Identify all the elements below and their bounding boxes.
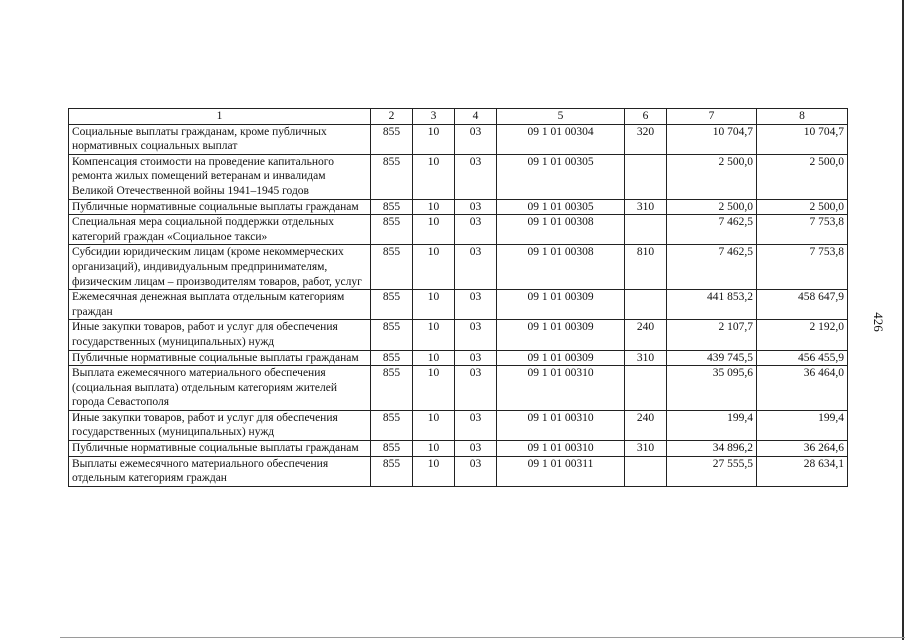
table-row [69, 215, 848, 245]
cell-name: Иные закупки товаров, работ и услуг для обеспечения государственных (муниципальных) нужд [69, 410, 371, 440]
cell-amount-year-1: 35 095,6 [667, 366, 757, 411]
cell-ministry-code: 855 [371, 154, 413, 199]
cell-subsection: 03 [455, 290, 497, 320]
cell-subsection: 03 [455, 124, 497, 154]
cell-expense-type: 240 [625, 320, 667, 350]
cell-target-article: 09 1 01 00308 [497, 245, 625, 290]
cell-expense-type [625, 154, 667, 199]
table-row [69, 350, 848, 366]
cell-expense-type [625, 456, 667, 486]
cell-ministry-code: 855 [371, 441, 413, 457]
cell-expense-type: 240 [625, 410, 667, 440]
cell-expense-type [625, 366, 667, 411]
cell-ministry-code: 855 [371, 245, 413, 290]
cell-name: Публичные нормативные социальные выплаты гражданам [69, 441, 371, 457]
cell-section: 10 [413, 199, 455, 215]
header-cell: 6 [625, 109, 667, 125]
cell-target-article: 09 1 01 00309 [497, 320, 625, 350]
cell-amount-year-2: 2 500,0 [757, 199, 848, 215]
cell-expense-type: 310 [625, 199, 667, 215]
cell-amount-year-1: 2 107,7 [667, 320, 757, 350]
cell-subsection: 03 [455, 350, 497, 366]
cell-amount-year-1: 34 896,2 [667, 441, 757, 457]
scan-border-right [902, 0, 904, 640]
scan-border-bottom [60, 637, 905, 638]
cell-ministry-code: 855 [371, 350, 413, 366]
header-cell: 7 [667, 109, 757, 125]
cell-amount-year-2: 458 647,9 [757, 290, 848, 320]
cell-target-article: 09 1 01 00304 [497, 124, 625, 154]
cell-amount-year-1: 10 704,7 [667, 124, 757, 154]
cell-name: Компенсация стоимости на проведение капитального ремонта жилых помещений ветеранам и инвалидам Великой Отечественной войны 1941–1945 годов [69, 154, 371, 199]
cell-section: 10 [413, 456, 455, 486]
cell-ministry-code: 855 [371, 410, 413, 440]
header-cell: 5 [497, 109, 625, 125]
cell-subsection: 03 [455, 456, 497, 486]
cell-amount-year-2: 10 704,7 [757, 124, 848, 154]
cell-target-article: 09 1 01 00310 [497, 441, 625, 457]
header-cell: 2 [371, 109, 413, 125]
cell-amount-year-1: 27 555,5 [667, 456, 757, 486]
table-row [69, 124, 848, 154]
cell-amount-year-2: 28 634,1 [757, 456, 848, 486]
cell-subsection: 03 [455, 410, 497, 440]
cell-ministry-code: 855 [371, 199, 413, 215]
cell-name: Иные закупки товаров, работ и услуг для обеспечения государственных (муниципальных) нужд [69, 320, 371, 350]
cell-ministry-code: 855 [371, 366, 413, 411]
table-row [69, 320, 848, 350]
cell-target-article: 09 1 01 00311 [497, 456, 625, 486]
cell-amount-year-1: 199,4 [667, 410, 757, 440]
cell-section: 10 [413, 290, 455, 320]
table-row [69, 199, 848, 215]
cell-subsection: 03 [455, 366, 497, 411]
cell-amount-year-2: 36 264,6 [757, 441, 848, 457]
cell-section: 10 [413, 124, 455, 154]
cell-target-article: 09 1 01 00305 [497, 199, 625, 215]
cell-amount-year-1: 7 462,5 [667, 215, 757, 245]
cell-amount-year-2: 7 753,8 [757, 215, 848, 245]
cell-name: Публичные нормативные социальные выплаты гражданам [69, 199, 371, 215]
cell-name: Выплата ежемесячного материального обеспечения (социальная выплата) отдельным категориям жителей города Севастополя [69, 366, 371, 411]
table-row [69, 290, 848, 320]
cell-ministry-code: 855 [371, 124, 413, 154]
cell-name: Выплаты ежемесячного материального обеспечения отдельным категориям граждан [69, 456, 371, 486]
table-row [69, 410, 848, 440]
cell-subsection: 03 [455, 245, 497, 290]
table-row [69, 154, 848, 199]
header-cell: 1 [69, 109, 371, 125]
cell-target-article: 09 1 01 00308 [497, 215, 625, 245]
cell-target-article: 09 1 01 00305 [497, 154, 625, 199]
table-row [69, 441, 848, 457]
cell-ministry-code: 855 [371, 320, 413, 350]
cell-amount-year-1: 7 462,5 [667, 245, 757, 290]
cell-amount-year-1: 441 853,2 [667, 290, 757, 320]
table-row [69, 245, 848, 290]
header-row [69, 109, 848, 125]
table-body [69, 124, 848, 486]
table-header [69, 109, 848, 125]
cell-subsection: 03 [455, 215, 497, 245]
cell-expense-type: 320 [625, 124, 667, 154]
cell-section: 10 [413, 350, 455, 366]
cell-amount-year-2: 2 500,0 [757, 154, 848, 199]
cell-expense-type: 310 [625, 350, 667, 366]
cell-name: Ежемесячная денежная выплата отдельным категориям граждан [69, 290, 371, 320]
cell-expense-type: 810 [625, 245, 667, 290]
cell-section: 10 [413, 366, 455, 411]
cell-expense-type [625, 215, 667, 245]
table-row [69, 456, 848, 486]
cell-section: 10 [413, 320, 455, 350]
cell-subsection: 03 [455, 199, 497, 215]
cell-subsection: 03 [455, 320, 497, 350]
cell-amount-year-1: 2 500,0 [667, 199, 757, 215]
cell-subsection: 03 [455, 154, 497, 199]
cell-subsection: 03 [455, 441, 497, 457]
cell-amount-year-1: 2 500,0 [667, 154, 757, 199]
cell-ministry-code: 855 [371, 456, 413, 486]
table-row [69, 366, 848, 411]
cell-name: Публичные нормативные социальные выплаты гражданам [69, 350, 371, 366]
cell-name: Социальные выплаты гражданам, кроме публичных нормативных социальных выплат [69, 124, 371, 154]
cell-ministry-code: 855 [371, 215, 413, 245]
cell-amount-year-2: 7 753,8 [757, 245, 848, 290]
cell-target-article: 09 1 01 00309 [497, 350, 625, 366]
cell-amount-year-2: 199,4 [757, 410, 848, 440]
cell-section: 10 [413, 245, 455, 290]
cell-target-article: 09 1 01 00309 [497, 290, 625, 320]
header-cell: 3 [413, 109, 455, 125]
cell-expense-type [625, 290, 667, 320]
cell-section: 10 [413, 410, 455, 440]
cell-amount-year-2: 36 464,0 [757, 366, 848, 411]
page-number: 426 [871, 312, 886, 332]
header-cell: 8 [757, 109, 848, 125]
cell-expense-type: 310 [625, 441, 667, 457]
cell-name: Субсидии юридическим лицам (кроме некоммерческих организаций), индивидуальным предпринимателям, физическим лицам – производителям товаров, работ, услуг [69, 245, 371, 290]
header-cell: 4 [455, 109, 497, 125]
cell-section: 10 [413, 215, 455, 245]
cell-amount-year-2: 456 455,9 [757, 350, 848, 366]
cell-section: 10 [413, 154, 455, 199]
cell-amount-year-1: 439 745,5 [667, 350, 757, 366]
budget-table [68, 108, 848, 487]
cell-name: Специальная мера социальной поддержки отдельных категорий граждан «Социальное такси» [69, 215, 371, 245]
cell-target-article: 09 1 01 00310 [497, 366, 625, 411]
cell-ministry-code: 855 [371, 290, 413, 320]
cell-target-article: 09 1 01 00310 [497, 410, 625, 440]
cell-section: 10 [413, 441, 455, 457]
cell-amount-year-2: 2 192,0 [757, 320, 848, 350]
